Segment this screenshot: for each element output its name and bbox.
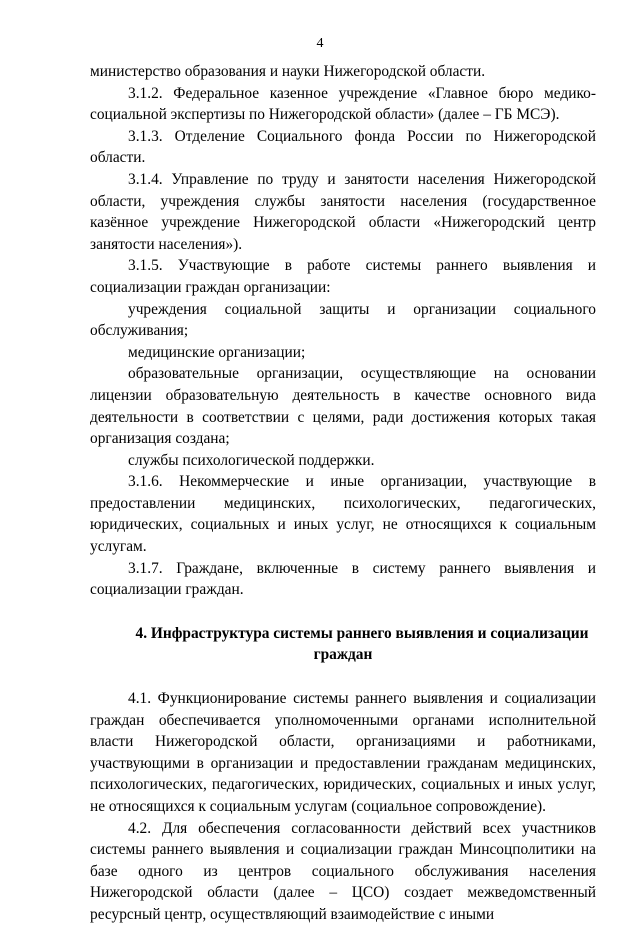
document-body	[90, 61, 596, 926]
paragraph-3-1-7: 3.1.7. Граждане, включенные в систему раннего выявления и социализации граждан.	[90, 559, 596, 599]
paragraph-3-1-2: 3.1.2. Федеральное казенное учреждение «Главное бюро медико-социальной экспертизы по Нижегородской области» (далее – ГБ МСЭ).	[90, 84, 596, 124]
paragraph-3-1-6: 3.1.6. Некоммерческие и иные организации, участвующие в предоставлении медицинских, психологических, педагогических, юридических, социальных и иных услуг, не относящихся к социальным услугам.	[90, 473, 596, 556]
paragraph-3-1-5: 3.1.5. Участвующие в работе системы раннего выявления и социализации граждан организации:	[90, 257, 596, 296]
page-number: 4	[316, 36, 324, 51]
paragraph-4-1: 4.1. Функционирование системы раннего выявления и социализации граждан обеспечивается уполномоченными органами исполнительной власти Нижегородской области, организациями и работниками, участвующими в организации и предоставлении гражданам медицинских, психологических, педагогических, юридических, социальных и иных услуг, не относящихся к социальным услугам (социальное сопровождение).	[90, 690, 596, 815]
list-item-social-institutions: учреждения социальной защиты и организации социального обслуживания;	[90, 300, 596, 340]
paragraph-3-1-3: 3.1.3. Отделение Социального фонда России по Нижегородской области.	[90, 127, 596, 167]
spacer	[90, 601, 596, 623]
paragraph-4-2: 4.2. Для обеспечения согласованности действий всех участников системы раннего выявления и социализации граждан Минсоцполитики на базе одного из центров социального обслуживания населения Нижегородской области (далее – ЦСО) создает межведомственный ресурсный центр, осуществляющий взаимодействие с иными	[90, 819, 596, 923]
paragraph-3-1-4: 3.1.4. Управление по труду и занятости населения Нижегородской области, учреждения службы занятости населения (государственное казённое учреждение Нижегородской области «Нижегородский центр занятости населения»).	[90, 170, 596, 253]
spacer	[90, 666, 596, 688]
paragraph-continuation: министерство образования и науки Нижегородской области.	[90, 63, 486, 80]
list-item-medical-organizations: медицинские организации;	[128, 343, 306, 361]
list-item-psychological-support: службы психологической поддержки.	[128, 451, 375, 469]
section-4-heading: 4. Инфраструктура системы раннего выявления и социализации граждан	[135, 624, 589, 664]
list-item-educational-organizations: образовательные организации, осуществляющие на основании лицензии образовательную деятельность в качестве основного вида деятельности в соответствии с целями, ради достижения которых такая организация создана;	[90, 365, 596, 448]
